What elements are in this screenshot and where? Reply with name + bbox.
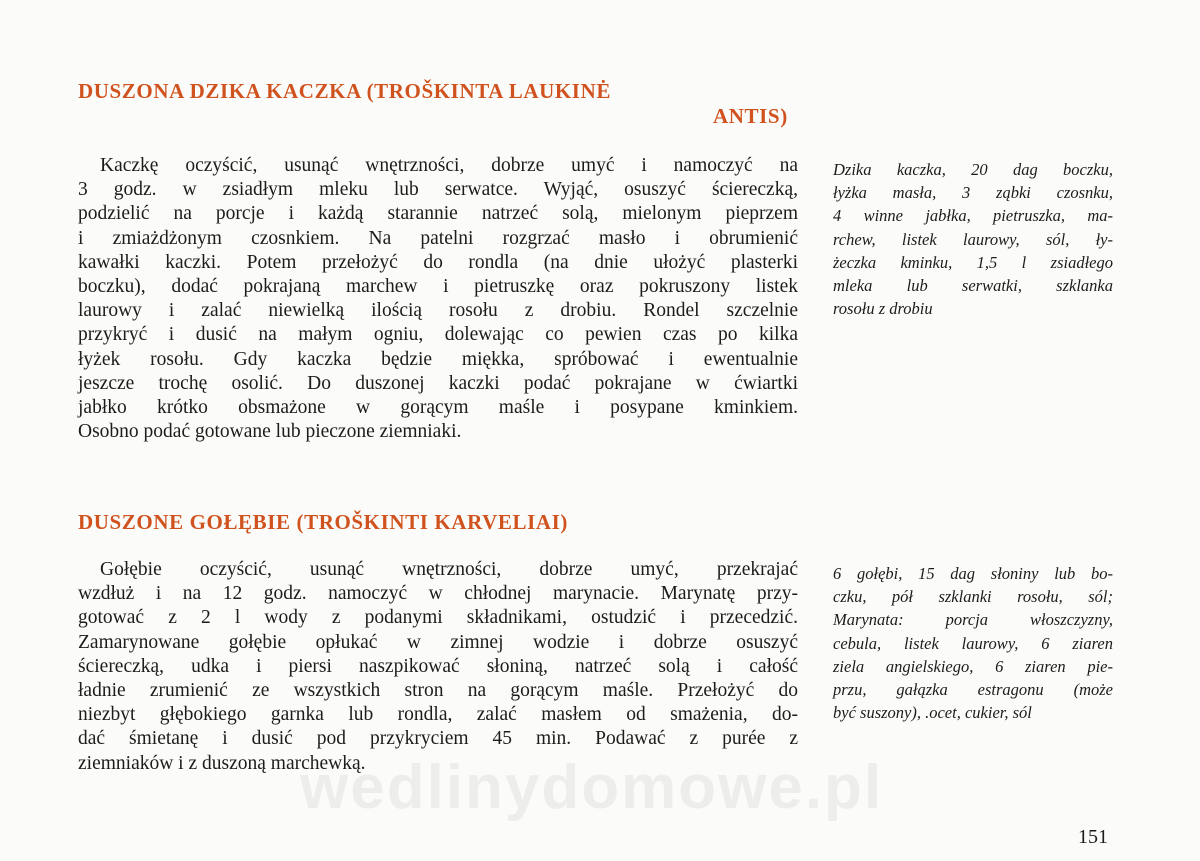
instruction-line: kawałki kaczki. Potem przełożyć do rondla (na dnie ułożyć plasterki xyxy=(78,251,798,273)
ingredient-line: mleka lub serwatki, szklanka xyxy=(833,275,1113,295)
page-number: 151 xyxy=(1078,826,1108,848)
ingredient-line: być suszony), .ocet, cukier, sól xyxy=(833,703,1032,723)
instruction-line: Kaczkę oczyścić, usunąć wnętrzności, dobrze umyć i namoczyć na xyxy=(100,155,798,176)
instruction-line: niezbyt głębokiego garnka lub rondla, zalać masłem od smażenia, do- xyxy=(78,704,798,726)
instruction-line: boczku), dodać pokrajaną marchew i pietruszkę oraz pokruszony listek xyxy=(78,275,798,297)
ingredient-line: żeczka kminku, 1,5 l zsiadłego xyxy=(833,252,1113,272)
ingredient-line: rchew, listek laurowy, sól, ły- xyxy=(833,229,1113,249)
instruction-line: ziemniaków i z duszoną marchewką. xyxy=(78,752,366,774)
instruction-line: ładnie zrumienić ze wszystkich stron na gorącym maśle. Przełożyć do xyxy=(78,679,798,701)
ingredient-line: łyżka masła, 3 ząbki czosnku, xyxy=(833,183,1113,203)
recipe-instructions-pigeons xyxy=(78,558,798,776)
ingredient-line: 6 gołębi, 15 dag słoniny lub bo- xyxy=(833,564,1113,583)
recipe-title-wild-duck: DUSZONA DZIKA KACZKA (TROŠKINTA LAUKINĖ xyxy=(78,79,611,103)
ingredient-line: Dzika kaczka, 20 dag boczku, xyxy=(833,160,1113,179)
instruction-line: jabłko krótko obsmażone w gorącym maśle i posypane kminkiem. xyxy=(78,396,798,418)
instruction-line: podzielić na porcje i każdą starannie natrzeć solą, mielonym pieprzem xyxy=(78,203,798,225)
ingredient-line: Marynata: porcja włoszczyzny, xyxy=(833,610,1113,630)
instruction-line: ściereczką, udka i piersi naszpikować słoniną, natrzeć solą i całość xyxy=(78,655,798,677)
instruction-line: dać śmietanę i dusić pod przykryciem 45 min. Podawać z purée z xyxy=(78,728,798,750)
ingredient-line: ziela angielskiego, 6 ziaren pie- xyxy=(833,656,1113,676)
instruction-line: przykryć i dusić na małym ogniu, dolewając co pewien czas po kilka xyxy=(78,324,798,346)
ingredient-line: czku, pół szklanki rosołu, sól; xyxy=(833,587,1113,607)
instruction-line: i zmiażdżonym czosnkiem. Na patelni rozgrzać masło i obrumienić xyxy=(78,227,798,249)
instruction-line: 3 godz. w zsiadłym mleku lub serwatce. Wyjąć, osuszyć ściereczką, xyxy=(78,179,798,201)
ingredient-line: cebula, listek laurowy, 6 ziaren xyxy=(833,633,1113,653)
recipe-instructions-wild-duck xyxy=(78,154,798,444)
recipe-title-pigeons: DUSZONE GOŁĘBIE (TROŠKINTI KARVELIAI) xyxy=(78,510,568,534)
ingredient-line: przu, gałązka estragonu (może xyxy=(833,679,1113,699)
instruction-line: Osobno podać gotowane lub pieczone ziemniaki. xyxy=(78,421,462,443)
ingredients-pigeons xyxy=(833,562,1113,724)
recipe-title-wild-duck-continued: ANTIS) xyxy=(713,104,788,128)
instruction-line: laurowy i zalać niewielką ilością rosołu z drobiu. Rondel szczelnie xyxy=(78,300,798,322)
instruction-line: gotować z 2 l wody z podanymi składnikami, ostudzić i przecedzić. xyxy=(78,607,798,629)
instruction-line: wzdłuż i na 12 godz. namoczyć w chłodnej marynacie. Marynatę przy- xyxy=(78,583,798,605)
instruction-line: jeszcze trochę osolić. Do duszonej kaczki podać pokrajane w ćwiartki xyxy=(78,372,798,394)
instruction-line: Gołębie oczyścić, usunąć wnętrzności, dobrze umyć, przekrajać xyxy=(100,559,798,580)
instruction-line: łyżek rosołu. Gdy kaczka będzie miękka, spróbować i ewentualnie xyxy=(78,348,798,370)
ingredient-line: 4 winne jabłka, pietruszka, ma- xyxy=(833,206,1113,226)
instruction-line: Zamarynowane gołębie opłukać w zimnej wodzie i dobrze osuszyć xyxy=(78,631,798,653)
ingredient-line: rosołu z drobiu xyxy=(833,299,933,319)
ingredients-wild-duck xyxy=(833,158,1113,320)
watermark: wedlinydomowe.pl xyxy=(300,753,884,822)
